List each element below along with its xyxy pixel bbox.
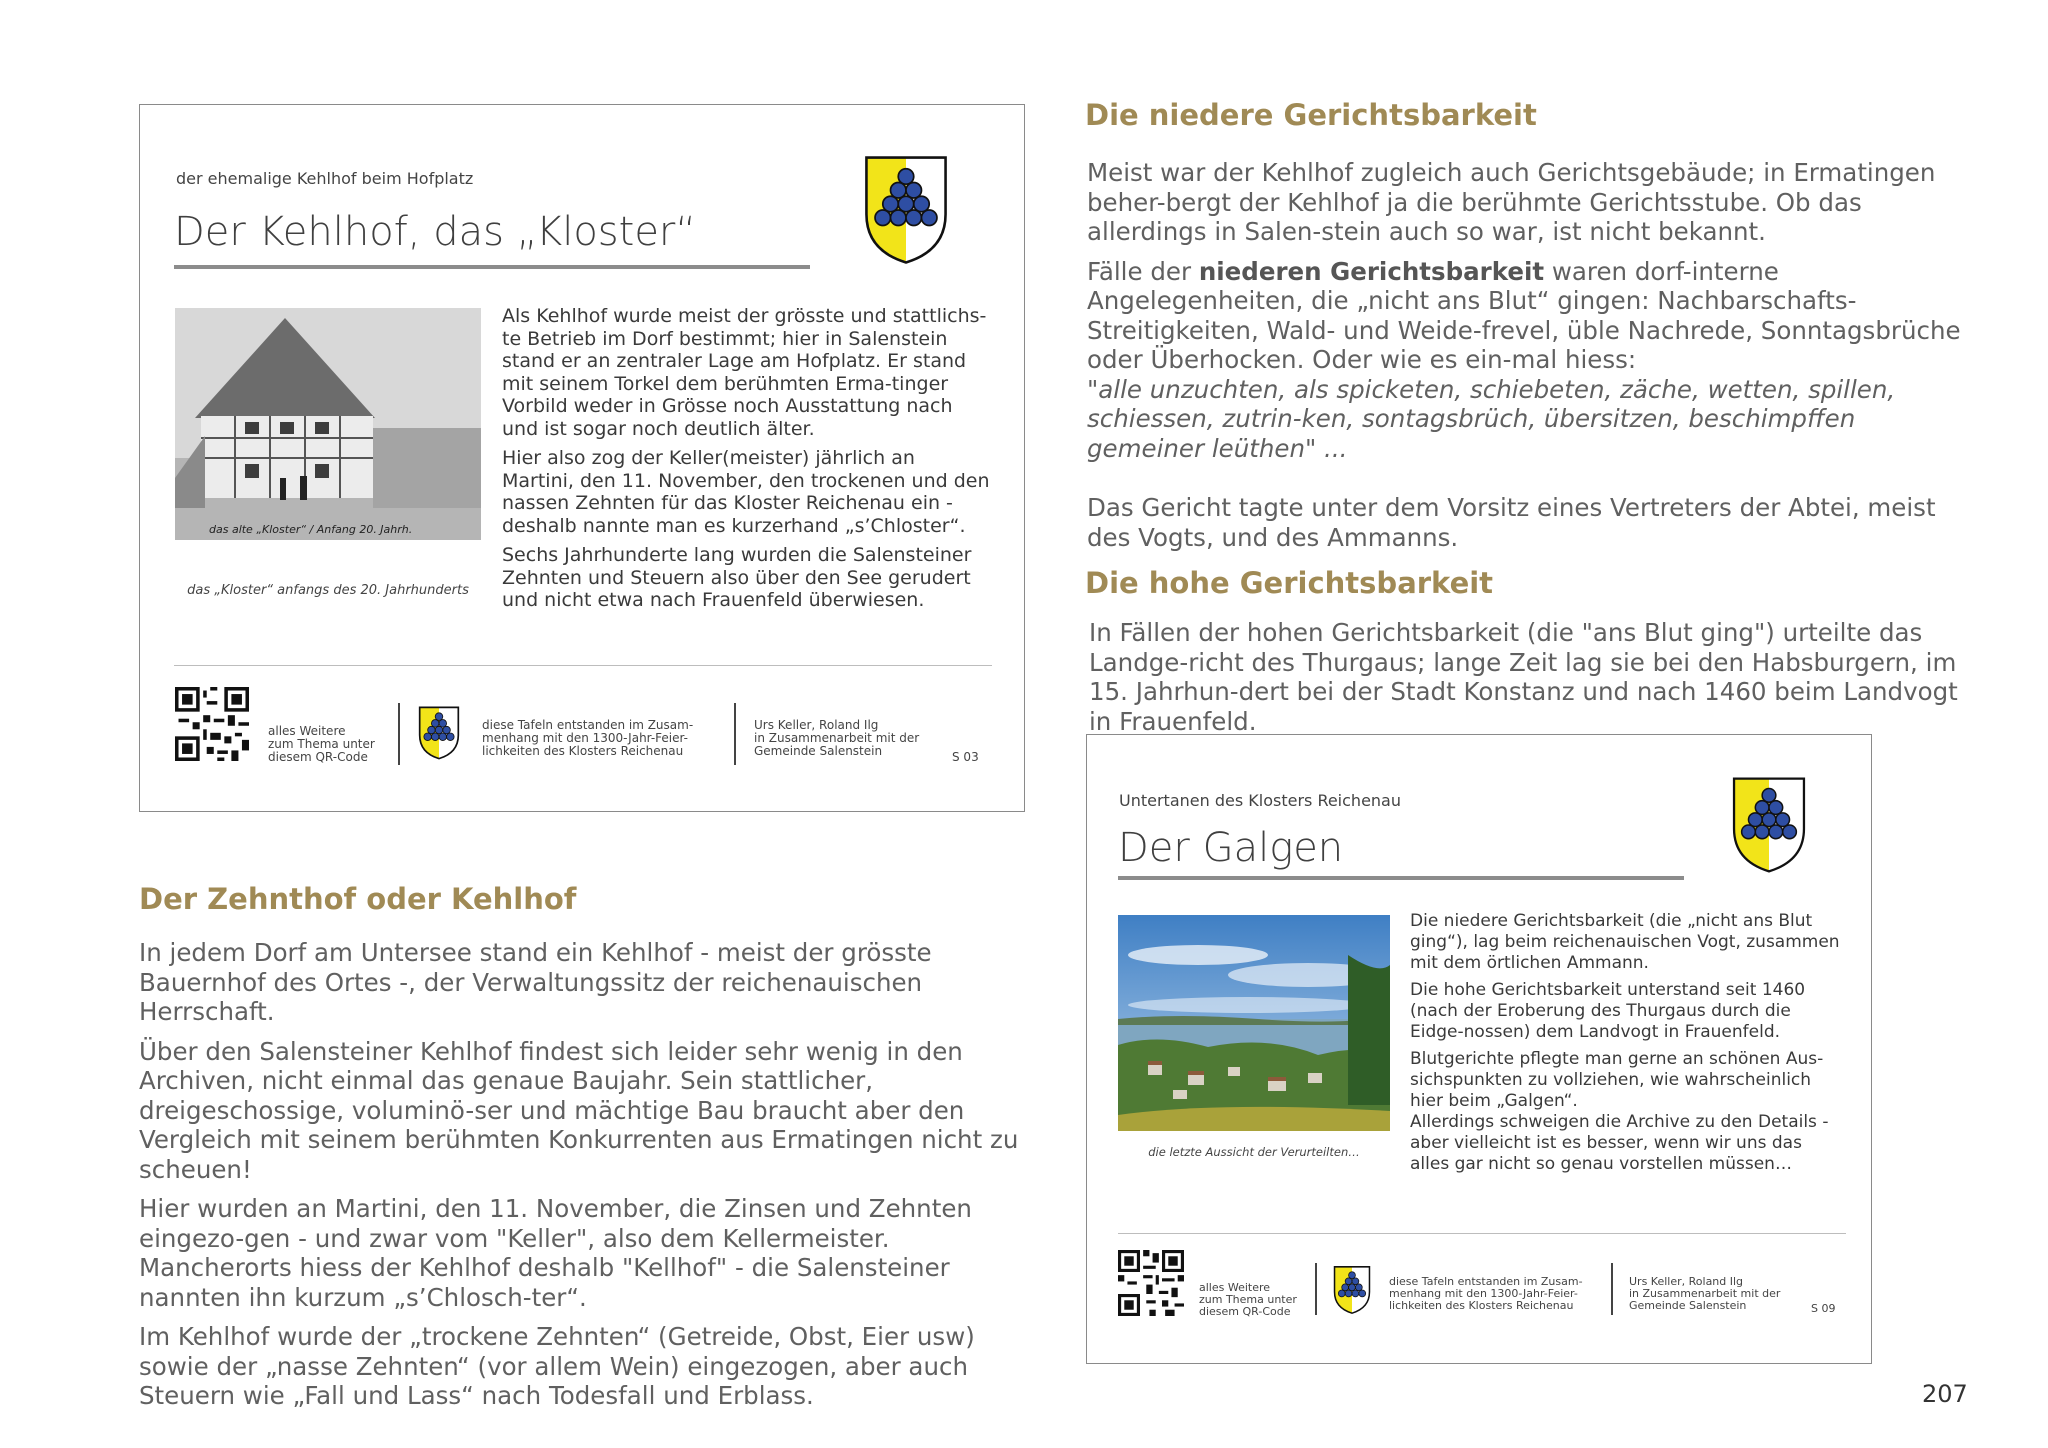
coat-of-arms-icon	[863, 153, 949, 267]
credits: Urs Keller, Roland Ilg in Zusammenarbeit mit der Gemeinde Salenstein	[754, 718, 920, 758]
qr-code-icon[interactable]	[175, 687, 249, 761]
page-number: 207	[1922, 1380, 1968, 1408]
plaque-paragraph: Hier also zog der Keller(meister) jährlich an Martini, den 11. November, den trockenen und den nassen Zehnten für das Kloster Reichenau ein - deshalb nannte man es kurzerhand „s’Chloster“.	[502, 447, 990, 537]
paragraph: Meist war der Kehlhof zugleich auch Gerichtsgebäude; in Ermatingen beher-bergt der Kehlhof ja die berühmte Gerichtsstube. Ob das allerdings in Salen-stein auch so war, ist nicht bekannt.	[1087, 158, 1936, 246]
plaque-paragraph: Sechs Jahrhunderte lang wurden die Salensteiner Zehnten und Steuern also über den See gerudert und nicht etwa nach Frauenfeld überwiesen.	[502, 544, 972, 611]
plaque-paragraph: Blutgerichte pflegte man gerne an schönen Aus-sichspunkten zu vollziehen, wie wahrscheinlich hier beim „Galgen“. Allerdings schweigen die Archive zu den Details - aber vielleicht ist es besser, wenn wir uns das alles gar nicht so genau vorstellen müssen…	[1410, 1049, 1829, 1174]
plaque-paragraph: Die niedere Gerichtsbarkeit (die „nicht ans Blut ging“), lag beim reichenauischen Vogt, zusammen mit dem örtlichen Ammann.	[1410, 911, 1840, 973]
coat-of-arms-small-icon	[418, 705, 460, 761]
paragraph-text: Fälle der	[1087, 256, 1199, 286]
emphasis: niederen Gerichtsbarkeit	[1198, 256, 1545, 286]
heading-zehnthof: Der Zehnthof oder Kehlhof	[139, 882, 577, 916]
credits: Urs Keller, Roland Ilg in Zusammenarbeit mit der Gemeinde Salenstein	[1629, 1275, 1781, 1312]
quote: "alle unzuchten, als spicketen, schiebeten, zäche, wetten, spillen, schiessen, zutrin-ken, sontagsbrüch, übersitzen, beschimpffen gemeiner leüthen" ...	[1087, 374, 1896, 463]
footer-separator	[1315, 1263, 1317, 1315]
coat-of-arms-small-icon	[1333, 1265, 1371, 1315]
plaque-galgen	[1086, 734, 1872, 1364]
body-niedere-gerichtsbarkeit	[1087, 158, 1967, 562]
heading-hohe-gerichtsbarkeit: Die hohe Gerichtsbarkeit	[1085, 566, 1494, 600]
heading-niedere-gerichtsbarkeit: Die niedere Gerichtsbarkeit	[1085, 98, 1537, 132]
footer-divider	[1118, 1233, 1846, 1234]
coat-of-arms-icon	[1731, 775, 1807, 875]
qr-code-icon[interactable]	[1118, 1250, 1184, 1316]
footer-separator	[398, 703, 400, 765]
title-underline	[174, 265, 810, 269]
plaque-paragraph: Als Kehlhof wurde meist der grösste und stattlichs-te Betrieb im Dorf bestimmt; hier in Salenstein stand er an zentraler Lage am Hofplatz. Er stand mit seinem Torkel dem berühmten Erma-tinger Vorbild weder in Grösse noch Ausstattung nach und ist sogar noch deutlich älter.	[502, 305, 987, 440]
project-note: diese Tafeln entstanden im Zusam- menhang mit den 1300-Jahr-Feier- lichkeiten des Klosters Reichenau	[1389, 1275, 1583, 1312]
plaque-paragraph: Die hohe Gerichtsbarkeit unterstand seit 1460 (nach der Eroberung des Thurgaus durch die Eidge-nossen) dem Landvogt in Frauenfeld.	[1410, 980, 1806, 1042]
qr-hint: alles Weitere zum Thema unter diesem QR-Code	[1199, 1281, 1297, 1318]
paragraph: Im Kehlhof wurde der „trockene Zehnten“ (Getreide, Obst, Eier usw) sowie der „nasse Zehnten“ (vor allem Wein) eingezogen, aber auch Steuern wie „Fall und Lass“ nach Todesfall und Erblass.	[139, 1322, 975, 1410]
lake-view-photo	[1118, 915, 1390, 1131]
paragraph-text: waren dorf-interne Angelegenheiten, die „nicht ans Blut“ gingen: Nachbarschafts-Streitigkeiten, Wald- und Weide-frevel, üble Nachrede, Sonntagsbrüche oder Überhocken. Oder wie es ein-mal hiess:	[1087, 256, 1961, 374]
plaque-text	[502, 305, 992, 619]
photo-caption: die letzte Aussicht der Verurteilten…	[1148, 1145, 1360, 1159]
plaque-title: Der Galgen	[1118, 825, 1344, 871]
paragraph	[1087, 257, 1967, 375]
plaque-title: Der Kehlhof, das „Kloster“	[174, 209, 697, 255]
plaque-code: S 09	[1811, 1302, 1836, 1315]
plaque-text	[1410, 911, 1846, 1182]
photo-caption: das „Kloster“ anfangs des 20. Jahrhunderts	[187, 583, 469, 598]
kehlhof-photo	[175, 308, 481, 540]
plaque-code: S 03	[952, 750, 979, 764]
paragraph: Das Gericht tagte unter dem Vorsitz eines Vertreters der Abtei, meist des Vogts, und des Ammanns.	[1087, 493, 1936, 552]
footer-separator	[1611, 1263, 1613, 1315]
paragraph: In jedem Dorf am Untersee stand ein Kehlhof - meist der grösste Bauernhof des Ortes -, der Verwaltungssitz der reichenauischen Herrschaft.	[139, 938, 932, 1026]
paragraph: Hier wurden an Martini, den 11. November, die Zinsen und Zehnten eingezo-gen - und zwar vom "Keller", also dem Kellermeister. Mancherorts hiess der Kehlhof deshalb "Kellhof" - die Salensteiner nannten ihn kurzum „s’Chlosch-ter“.	[139, 1194, 972, 1312]
footer-separator	[734, 703, 736, 765]
body-hohe-gerichtsbarkeit	[1089, 618, 1967, 746]
plaque-kicker: der ehemalige Kehlhof beim Hofplatz	[176, 169, 474, 188]
plaque-kehlhof	[139, 104, 1025, 812]
project-note: diese Tafeln entstanden im Zusam- menhang mit den 1300-Jahr-Feier- lichkeiten des Klosters Reichenau	[482, 718, 694, 758]
photo-handwriting: das alte „Kloster“ / Anfang 20. Jahrh.	[209, 523, 413, 536]
body-zehnthof	[139, 938, 1025, 1421]
paragraph: In Fällen der hohen Gerichtsbarkeit (die "ans Blut ging") urteilte das Landge-richt des Thurgaus; lange Zeit lag sie bei den Habsburgern, im 15. Jahrhun-dert bei der Stadt Konstanz und nach 1460 beim Landvogt in Frauenfeld.	[1089, 618, 1958, 736]
plaque-kicker: Untertanen des Klosters Reichenau	[1119, 791, 1401, 810]
title-underline	[1118, 876, 1684, 880]
paragraph: Über den Salensteiner Kehlhof findest sich leider sehr wenig in den Archiven, nicht einmal das genaue Baujahr. Sein stattlicher, dreigeschossige, voluminö-ser und mächtige Bau braucht aber den Vergleich mit seinem berühmten Konkurrenten aus Ermatingen nicht zu scheuen!	[139, 1036, 1019, 1184]
footer-divider	[174, 665, 992, 666]
qr-hint: alles Weitere zum Thema unter diesem QR-Code	[268, 724, 375, 764]
